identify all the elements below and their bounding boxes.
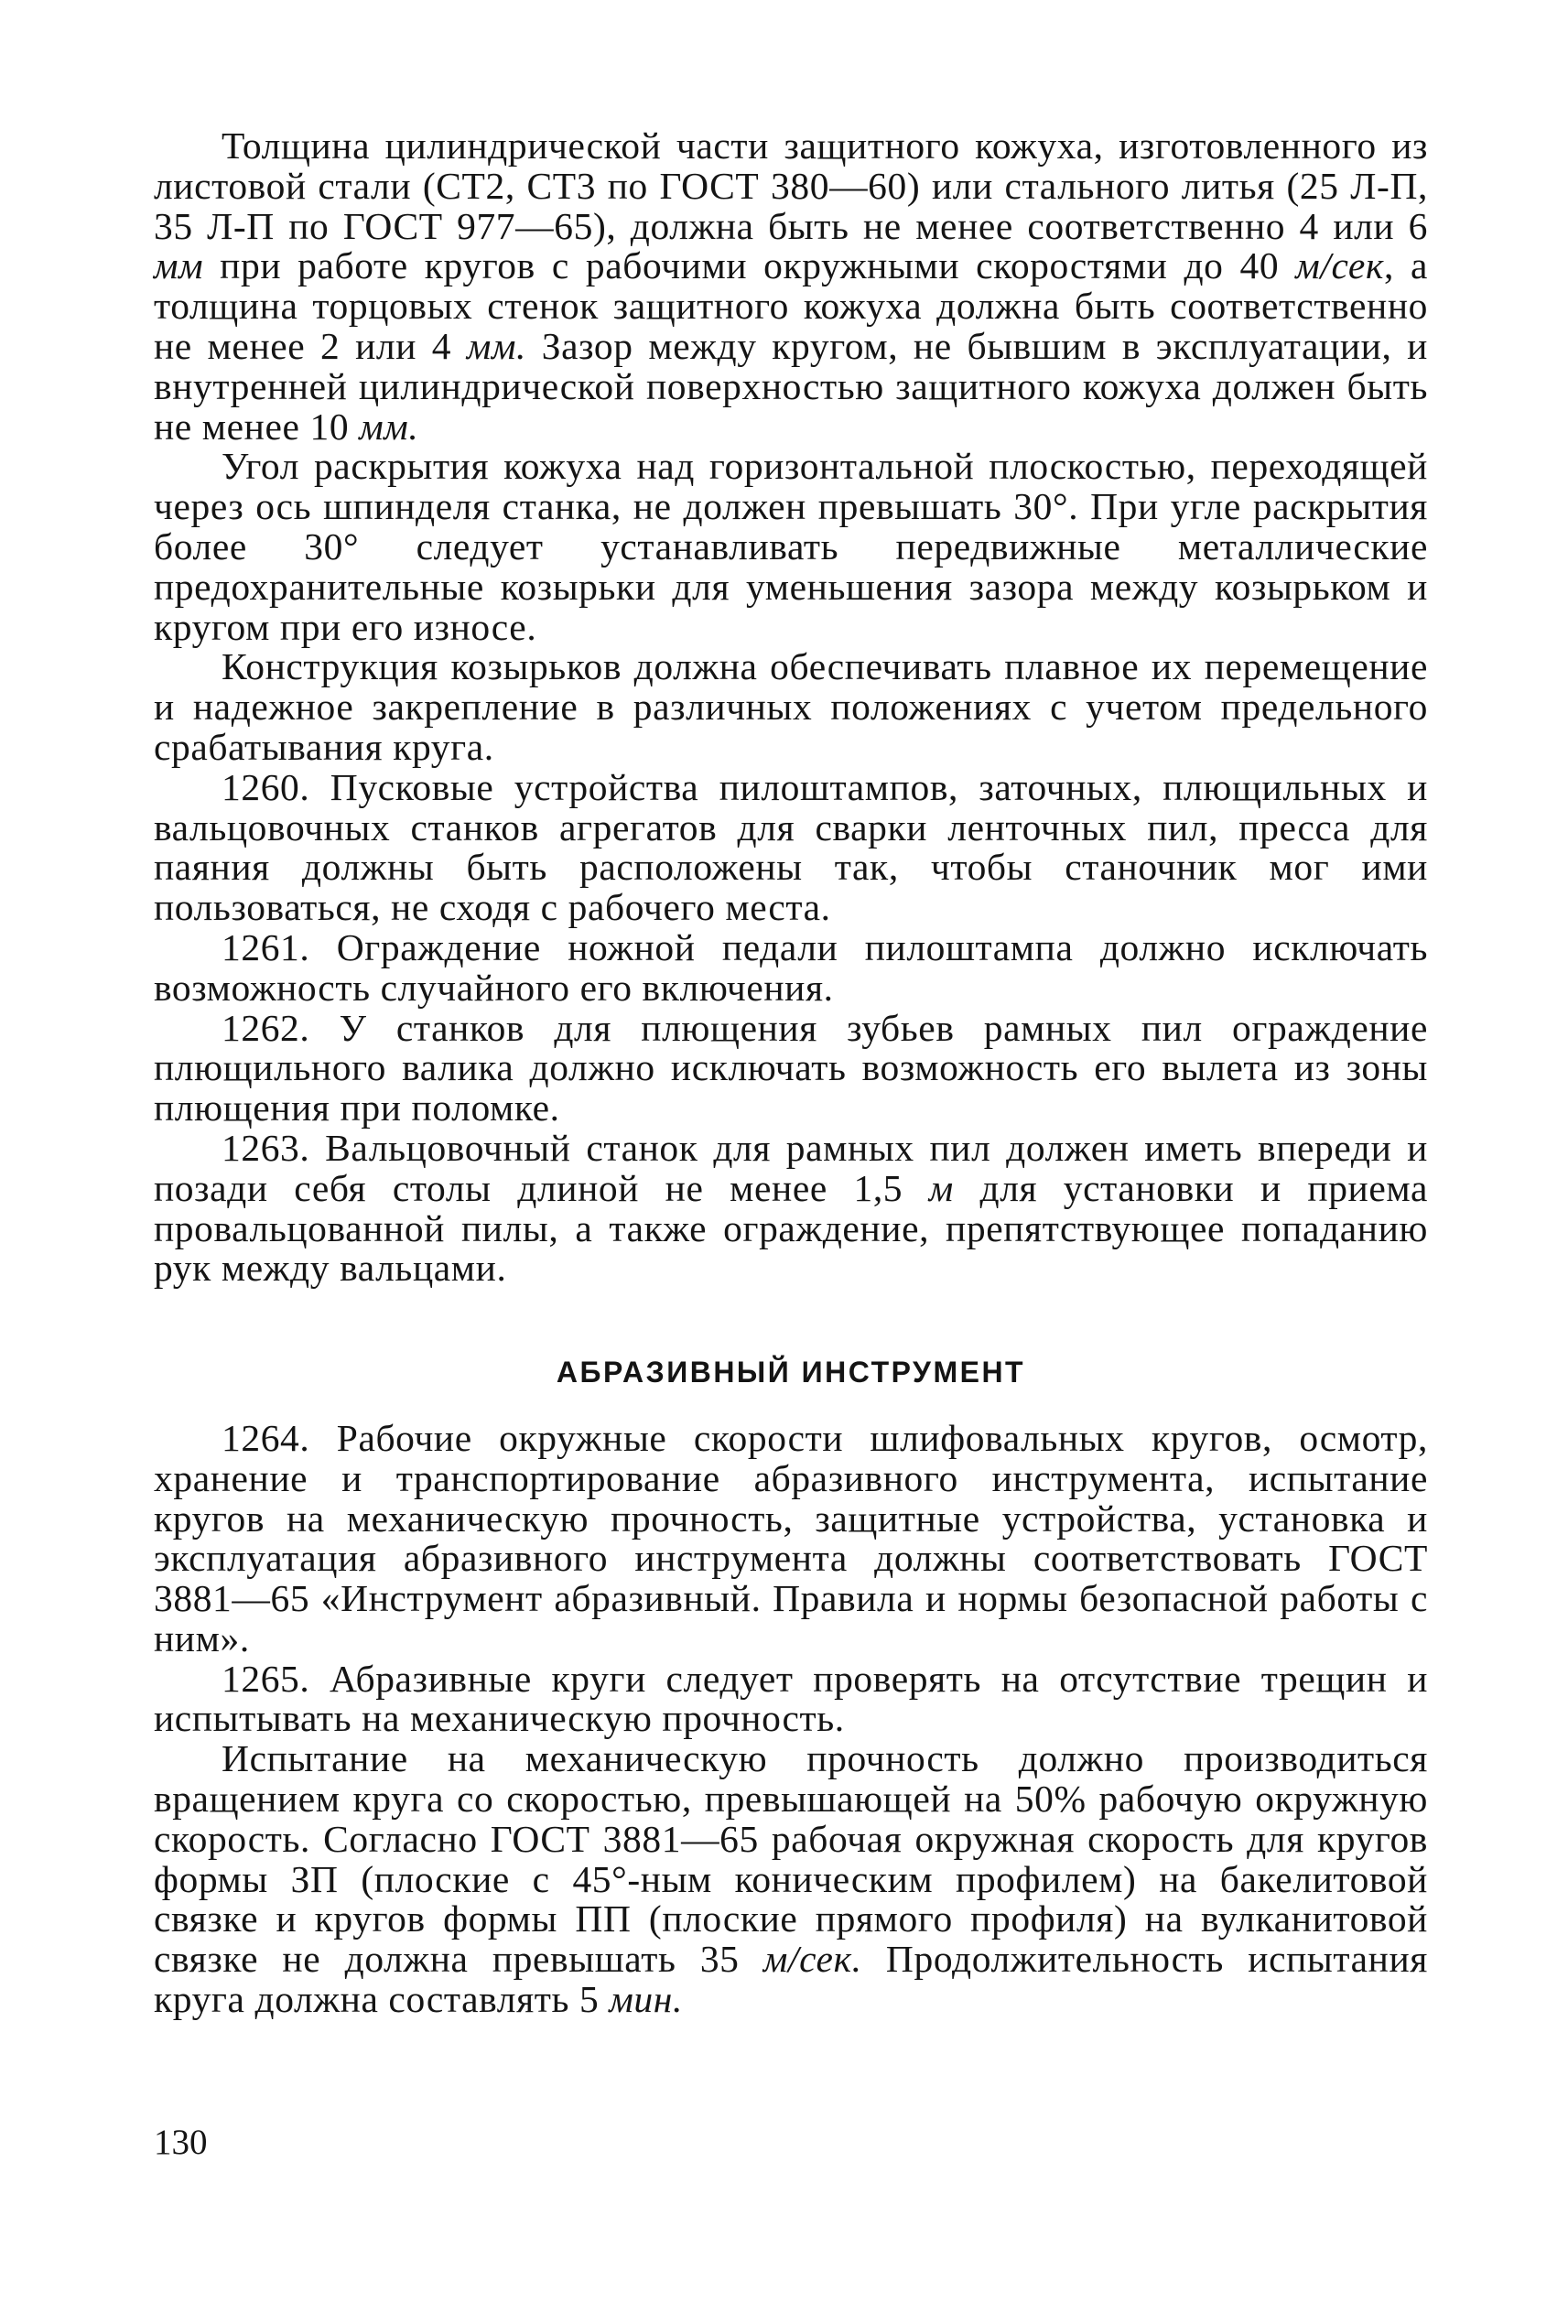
paragraph-1260: 1260. Пусковые устройства пилоштампов, заточных, плющильных и вальцовочных станков агрегатов для сварки ленточных пил, пресса для паяния должны быть расположены так, чтобы станочник мог ими пользоваться, не сходя с рабочего места.	[154, 765, 1428, 929]
section-heading: АБРАЗИВНЫЙ ИНСТРУМЕНТ	[556, 1356, 1026, 1389]
paragraph-visor-design: Конструкция козырьков должна обеспечивать плавное их перемещение и надежное закрепление в различных положениях с учетом предельного срабатывания круга.	[154, 645, 1428, 768]
paragraph-1265: 1265. Абразивные круги следует проверять на отсутствие трещин и испытывать на механическую прочность.	[154, 1657, 1428, 1740]
paragraph-opening-angle: Угол раскрытия кожуха над горизонтальной плоскостью, переходящей через ось шпинделя станка, не должен превышать 30°. При угле раскрытия более 30° следует устанавливать передвижные металлические предохранительные козырьки для уменьшения зазора между козырьком и кругом при его износе.	[154, 445, 1428, 648]
paragraph-strength-test: Испытание на механическую прочность должно производиться вращением круга со скоростью, превышающей на 50% рабочую окружную скорость. Согласно ГОСТ 3881—65 рабочая окружная скорость для кругов формы ЗП (плоские с 45°-ным коническим профилем) на бакелитовой связке и кругов формы ПП (плоские прямого профиля) на вулканитовой связке не должна превышать 35 м/сек. Продолжительность испытания круга должна составлять 5 мин.	[154, 1737, 1428, 2021]
page-number: 130	[154, 2123, 208, 2162]
paragraph-1262: 1262. У станков для плющения зубьев рамных пил ограждение плющильного валика должно исключать возможность его вылета из зоны плющения при поломке.	[154, 1006, 1428, 1130]
paragraph-casing-thickness: Толщина цилиндрической части защитного кожуха, изготовленного из листовой стали (СТ2, СТ3 по ГОСТ 380—60) или стального литья (25 Л-П, 35 Л-П по ГОСТ 977—65), должна быть не менее соответственно 4 или 6 мм при работе кругов с рабочими окружными скоростями до 40 м/сек, а толщина торцовых стенок защитного кожуха должна быть соответственно не менее 2 или 4 мм. Зазор между кругом, не бывшим в эксплуатации, и внутренней цилиндрической поверхностью защитного кожуха должен быть не менее 10 мм.	[154, 124, 1428, 448]
paragraph-1263: 1263. Вальцовочный станок для рамных пил должен иметь впереди и позади себя столы длиной не менее 1,5 м для установки и приема провальцованной пилы, а также ограждение, препятствующее попаданию рук между вальцами.	[154, 1126, 1428, 1290]
page-text	[154, 126, 1428, 2020]
paragraph-1261: 1261. Ограждение ножной педали пилоштампа должно исключать возможность случайного его включения.	[154, 925, 1428, 1009]
paragraph-1264: 1264. Рабочие окружные скорости шлифовальных кругов, осмотр, хранение и транспортирование абразивного инструмента, испытание кругов на механическую прочность, защитные устройства, установка и эксплуатация абразивного инструмента должны соответствовать ГОСТ 3881—65 «Инструмент абразивный. Правила и нормы безопасной работы с ним».	[154, 1416, 1428, 1659]
